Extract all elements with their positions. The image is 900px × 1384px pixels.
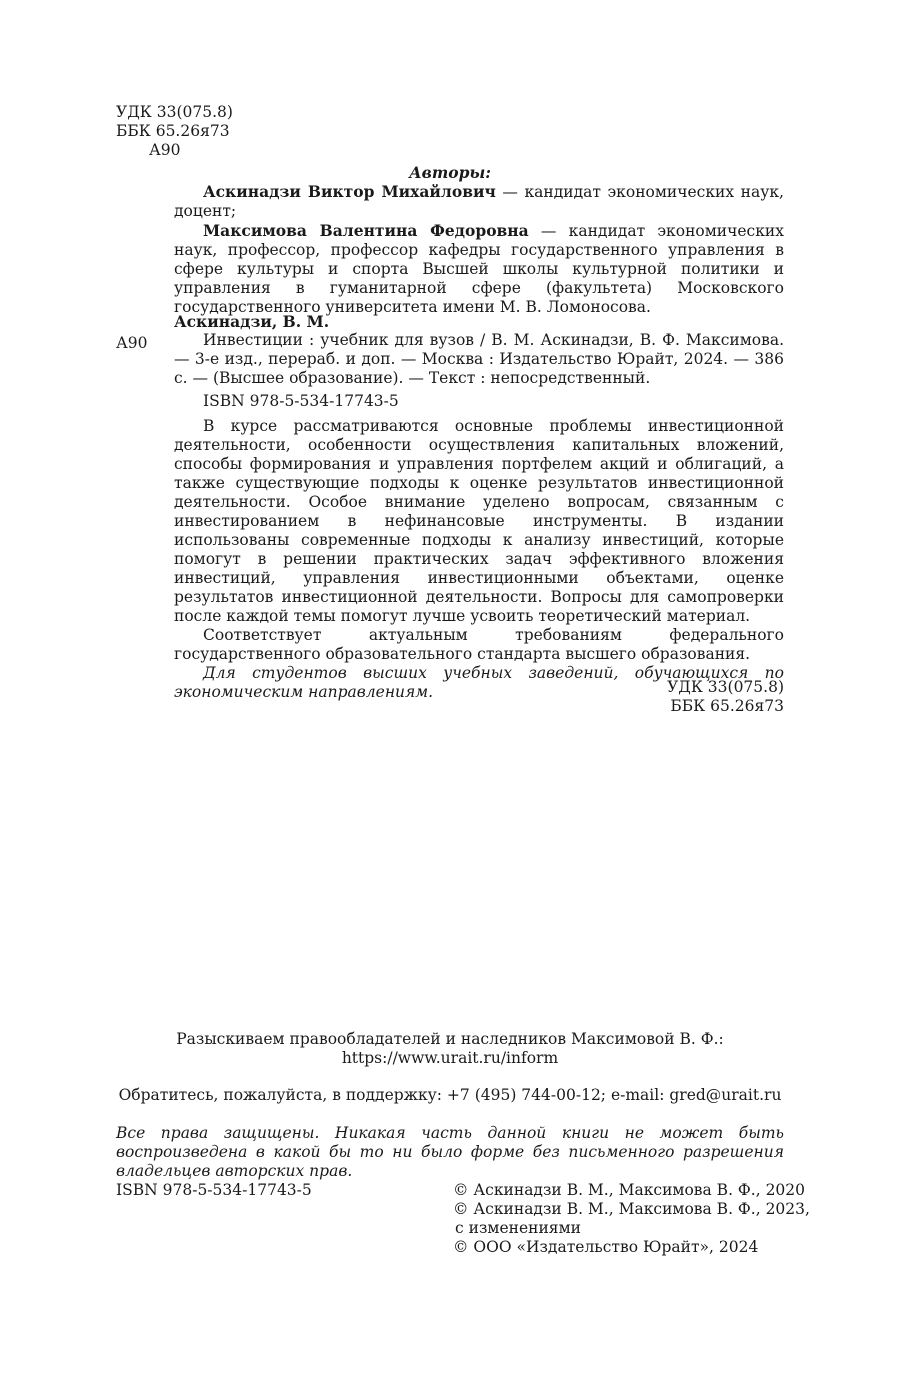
authors-list: [174, 182, 784, 317]
udk-code-right: УДК 33(075.8): [667, 678, 784, 696]
copyright-line-2: © Аскинадзи В. М., Максимова В. Ф., 2023,: [453, 1200, 810, 1218]
support-contact: Обратитесь, пожалуйста, в поддержку: +7 (495) 744-00-12; e-mail: gred@urait.ru: [118, 1086, 782, 1104]
author-mark: А90: [149, 141, 181, 159]
copyright-line-1: © Аскинадзи В. М., Максимова В. Ф., 2020: [453, 1181, 806, 1199]
abstract-audience: Для студентов высших учебных заведений, обучающихся по экономическим направлениям.: [174, 664, 784, 701]
author-1-desc: — кандидат экономических наук, доцент;: [174, 183, 784, 220]
notice-link[interactable]: https://www.urait.ru/inform: [341, 1049, 559, 1067]
bbk-code-right: ББК 65.26я73: [670, 697, 784, 715]
bbk-code: ББК 65.26я73: [116, 122, 230, 140]
author-2: [174, 221, 784, 317]
rights-statement: Все права защищены. Никакая часть данной книги не может быть воспроизведена в какой бы то ни было форме без письменного разрешения владельцев авторских прав.: [116, 1124, 784, 1180]
udk-code: УДК 33(075.8): [116, 103, 233, 121]
isbn: ISBN 978-5-534-17743-5: [116, 1181, 312, 1199]
card-description: Инвестиции : учебник для вузов / В. М. Аскинадзи, В. Ф. Максимова. — 3-е изд., перераб. и доп. — Москва : Издательство Юрайт, 2024. — 386 с. — (Высшее образование). — Текст : непосредственный.: [174, 331, 784, 387]
classification-codes: [116, 103, 316, 160]
abstract-paragraph-1: В курсе рассматриваются основные проблемы инвестиционной деятельности, особенности осуществления капитальных вложений, способы формирования и управления портфелем акций и облигаций, а также существующие подходы к оценке результатов инвестиционной деятельности. Особое внимание уделено вопросам, связанным с инвестированием в нефинансовые инструменты. В издании использованы современные подходы к анализу инвестиций, которые помогут в решении практических задач эффективного вложения инвестиций, управления инвестиционными объектами, оценке результатов инвестиционной деятельности. Вопросы для самопроверки после каждой темы помогут лучше усвоить теоретический материал.: [174, 417, 784, 625]
author-2-name: Максимова Валентина Федоровна: [203, 221, 529, 240]
abstract: [174, 417, 784, 702]
card-code: А90: [116, 334, 148, 352]
abstract-paragraph-2: Соответствует актуальным требованиям федерального государственного образовательного стандарта высшего образования.: [174, 626, 784, 663]
card-author: Аскинадзи, В. М.: [174, 312, 330, 331]
authors-heading: Авторы:: [409, 163, 491, 182]
author-2-desc: — кандидат экономических наук, профессор, профессор кафедры государственного управления в сфере культуры и спорта Высшей школы культурной политики и управления в гуманитарной сфере (факультета) Московского государственного университета имени М. В. Ломоносова.: [174, 222, 784, 316]
author-1-name: Аскинадзи Виктор Михайлович: [203, 182, 496, 201]
copyright-line-3: © ООО «Издательство Юрайт», 2024: [453, 1238, 759, 1256]
copyright-block: [453, 1181, 810, 1257]
rightholders-notice: [116, 1030, 784, 1068]
classification-codes-right: [600, 678, 784, 716]
copyright-line-2b: с изменениями: [455, 1219, 581, 1237]
author-1: [174, 182, 784, 221]
card-isbn: ISBN 978-5-534-17743-5: [203, 392, 399, 410]
notice-text: Разыскиваем правообладателей и наследников Максимовой В. Ф.:: [176, 1030, 724, 1048]
